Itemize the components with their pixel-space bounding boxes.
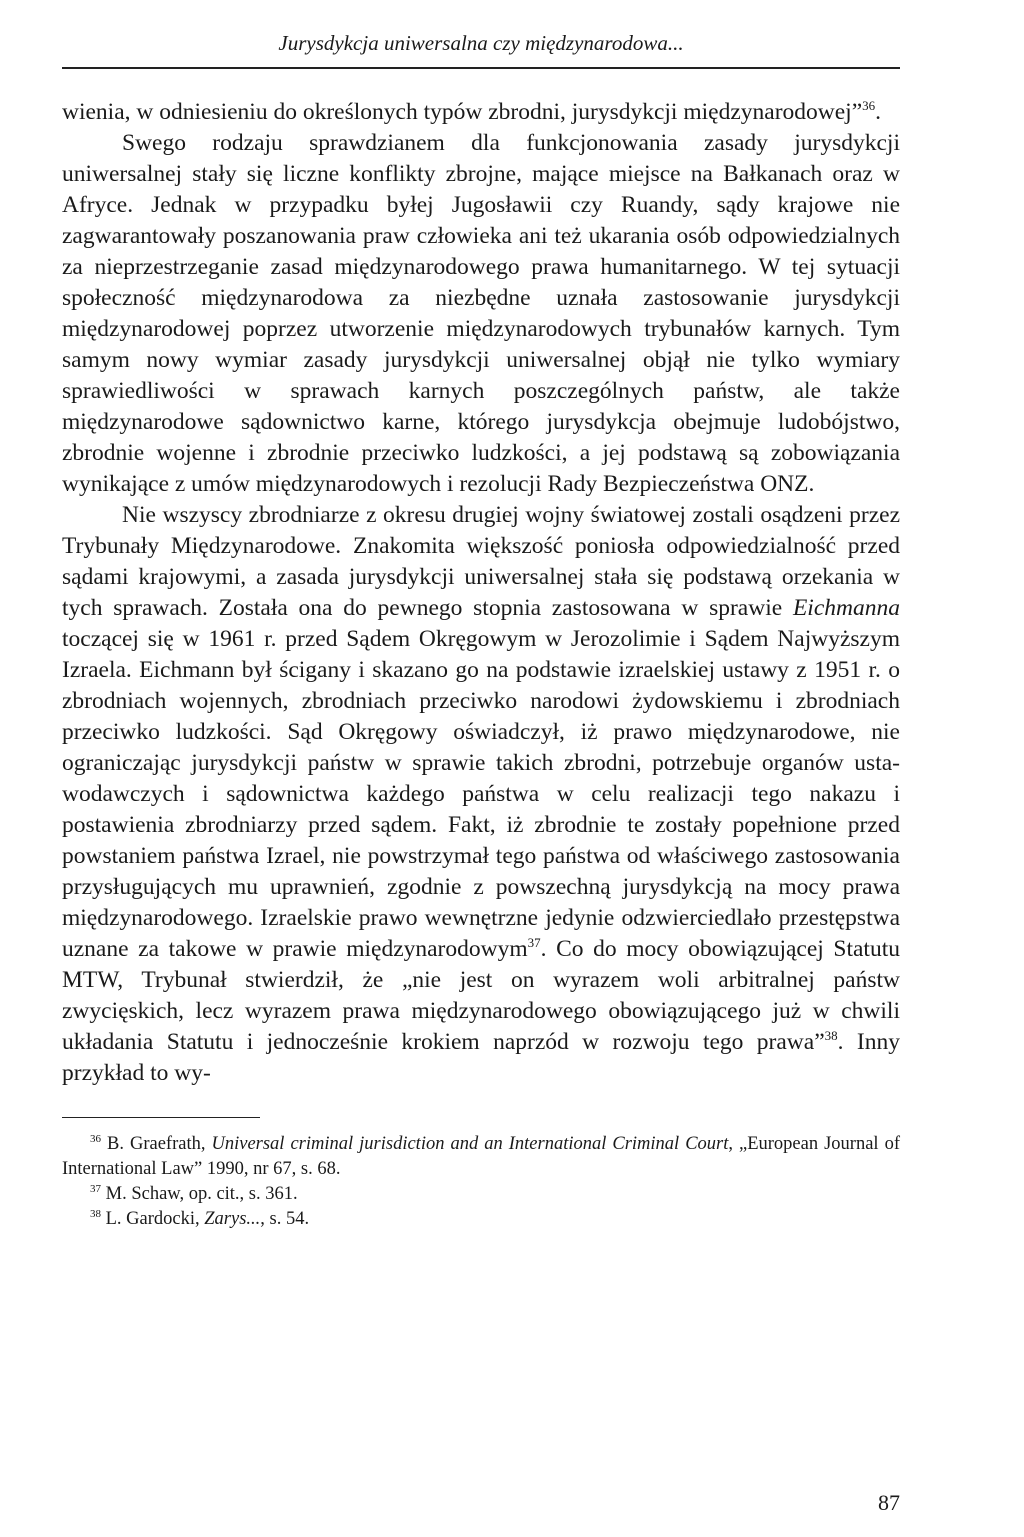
body-text xyxy=(62,97,900,1089)
text-run: wienia, w odniesieniu do określonych typów zbrodni, jurysdykcji międzynarodowej” xyxy=(62,99,863,125)
footnote-ref: 38 xyxy=(90,1207,101,1220)
text-run: toczącej się w 1961 r. przed Sądem Okręgowym w Jerozolimie i Sądem Najwyższym Izraela. Eichmann był ścigany i skazano go na podstawie izraelskiej ustawy z 1951 r. o zbrodniach wojennych, zbrodniach przeciwko narodowi żydowskiemu i zbrodniach przeciwko ludzkości. Sąd Okręgowy oświadczył, iż prawo międzynarodowe, nie ograniczając jurysdykcji państw w sprawie takich zbrodni, potrzebuje organów ustawodawczych i sądownictwa każdego państwa w celu realizacji tego nakazu i postawienia zbrodniarzy przed sądem. Fakt, iż zbrodnie te zostały popełnione przed powstaniem państwa Izrael, nie powstrzymał tego państwa od właściwego zastosowania przysługujących mu uprawnień, zgodnie z powszechną jurysdykcją na mocy prawa międzynarodowego. Izraelskie prawo wewnętrzne jedynie odzwierciedlało przestępstwa uznane za takowe w prawie międzynarodowym xyxy=(62,626,900,962)
footnote-ref: 37 xyxy=(527,935,541,951)
text-run: Nie wszyscy zbrodniarze z okresu drugiej wojny światowej zostali osądzeni przez Trybunały Międzynarodowe. Znakomita większość poniosła odpowiedzialność przed sądami krajowymi, a zasada jurysdykcji uniwersalnej stała się podstawą orzekania w tych sprawach. Została ona do pewnego stopnia zastosowana w sprawie xyxy=(62,502,900,621)
footnote-ref: 36 xyxy=(862,98,876,114)
text-run: L. Gardocki, xyxy=(101,1209,205,1229)
footnote xyxy=(62,1182,900,1207)
running-head: Jurysdykcja uniwersalna czy międzynarodowa... xyxy=(278,31,684,55)
page-number: 87 xyxy=(878,1490,900,1515)
footnote xyxy=(62,1132,900,1182)
footnote-ref: 36 xyxy=(90,1132,101,1145)
paragraph xyxy=(62,97,900,128)
text-run: B. Graefrath, xyxy=(101,1134,212,1154)
italic-text: Zarys... xyxy=(204,1209,261,1229)
italic-text: Universal criminal jurisdiction and an International Criminal Court xyxy=(211,1134,729,1154)
footnote-ref: 38 xyxy=(824,1028,838,1044)
text-run: . Inny przykład to wy- xyxy=(62,1029,900,1086)
text-run: . xyxy=(875,99,881,125)
text-run: , s. 54. xyxy=(260,1209,310,1229)
paragraph xyxy=(62,128,900,500)
italic-text: Eichmanna xyxy=(792,595,900,621)
text-run: M. Schaw, op. cit., s. 361. xyxy=(101,1184,298,1204)
footnote xyxy=(62,1207,900,1232)
text-run: . Co do mocy obowiązującej Statutu MTW, Trybunał stwierdził, że „nie jest on wyrazem woli arbitralnej państw zwycięskich, lecz wyrazem prawa międzynarodowego obowiązującego już w chwili układania Statutu i jednocześnie krokiem naprzód w rozwoju tego prawa” xyxy=(62,936,900,1055)
footnotes xyxy=(62,1132,900,1232)
paragraph xyxy=(62,500,900,1089)
text-run: Swego rodzaju sprawdzianem dla funkcjonowania zasady jurysdykcji uniwersalnej stały się liczne konflikty zbrojne, mające miejsce na Bałkanach oraz w Afryce. Jednak w przypadku byłej Jugosławii czy Ruandy, sądy krajowe nie zagwarantowały poszanowania praw człowieka ani też ukarania osób odpowiedzialnych za nieprzestrzeganie zasad międzynarodowego prawa humanitarnego. W tej sytuacji społeczność międzynarodowa za niezbędne uznała zastosowanie jurysdykcji międzynarodowej poprzez utworzenie międzynarodowych trybunałów karnych. Tym samym nowy wymiar zasady jurysdykcji uniwersalnej objął nie tylko wymiary sprawiedliwości w sprawach karnych poszczególnych państw, ale także międzynarodowe sądownictwo karne, którego jurysdykcja obejmuje ludobójstwo, zbrodnie wojenne i zbrodnie przeciwko ludzkości, a jej podstawą są zobowiązania wynikające z umów międzynarodowych i rezolucji Rady Bezpieczeństwa ONZ. xyxy=(62,130,900,497)
footnote-separator xyxy=(62,1117,260,1118)
book-page xyxy=(62,28,900,1518)
header-rule xyxy=(62,67,900,69)
footnote-ref: 37 xyxy=(90,1182,101,1195)
text-run: , „European Journal of International Law” 1990, nr 67, s. 68. xyxy=(62,1134,900,1179)
